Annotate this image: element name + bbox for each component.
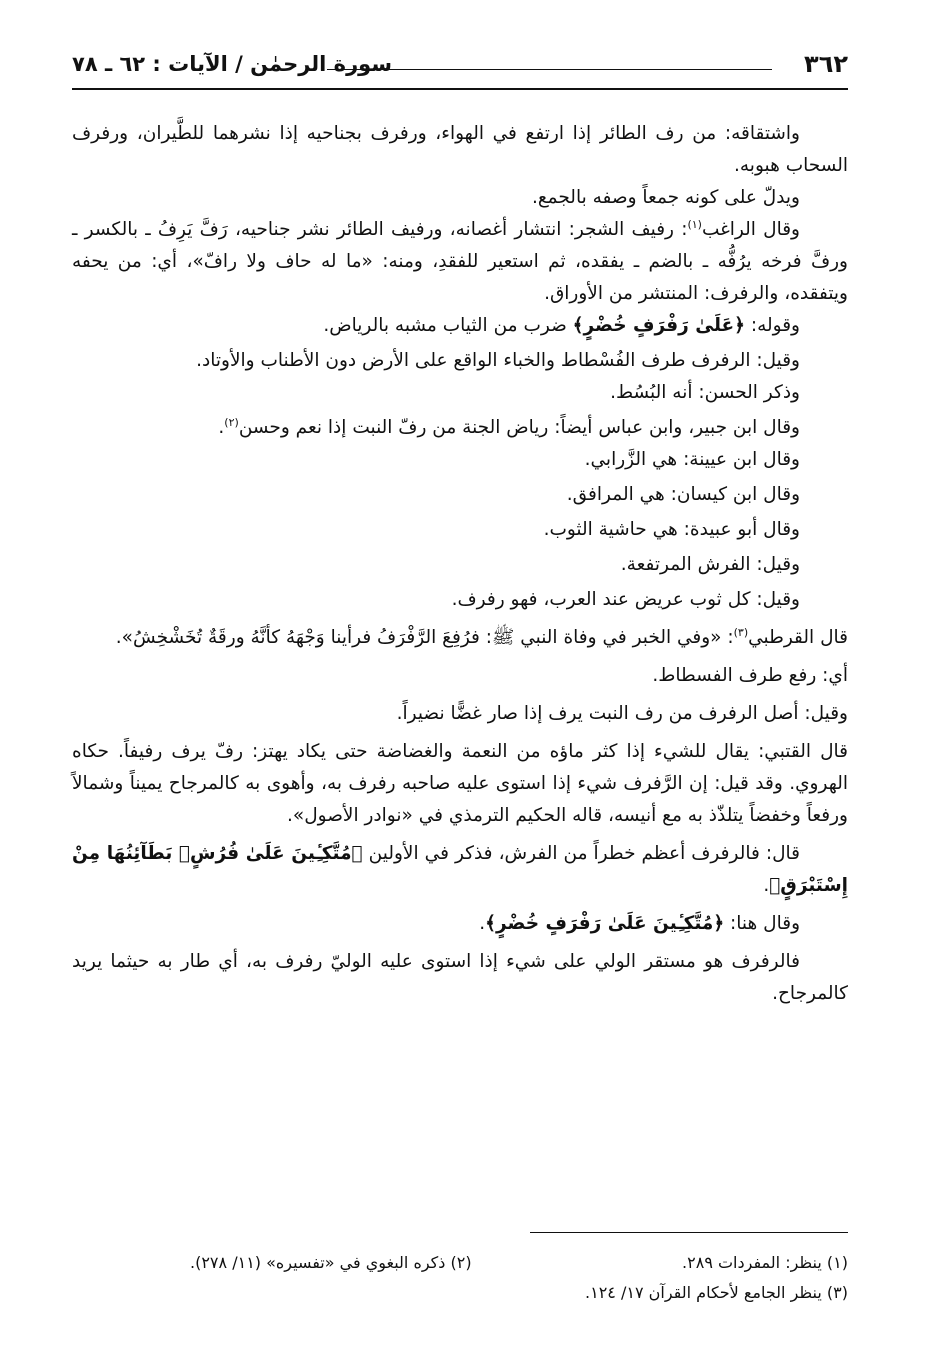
quran-verse: ﴿عَلَىٰ رَفْرَفٍ خُضْرٍ﴾ <box>572 315 745 336</box>
paragraph-text: ضرب من الثياب مشبه بالرياض. <box>323 315 573 336</box>
paragraph: وذكر الحسن: أنه البُسُط. <box>610 382 800 403</box>
footnote-ref: (٣) <box>733 625 749 639</box>
footnote-rule <box>530 1232 848 1233</box>
paragraph: وقيل: الفرش المرتفعة. <box>620 554 800 575</box>
quran-verse: ﴿مُتَّكِـِٔينَ عَلَىٰ فُرُشٍۭ بَطَآئِنُهَا مِنْ إِسْتَبْرَقٍ﴾ <box>72 843 848 896</box>
footnote-2: (٢) ذكره البغوي في «تفسيره» (١١/ ٢٧٨). <box>190 1253 472 1272</box>
footnote-row <box>72 1278 848 1308</box>
running-title: سورة الرحمٰن / الآيات : ٦٢ ـ ٧٨ <box>72 52 392 76</box>
paragraph <box>72 838 848 902</box>
paragraph: وقال ابن كيسان: هي المرافق. <box>566 484 800 505</box>
footnote-1: (١) ينظر: المفردات ٢٨٩. <box>682 1253 848 1272</box>
paragraph <box>72 622 848 654</box>
paragraph <box>72 310 848 342</box>
paragraph <box>72 908 848 940</box>
paragraph: فالرفرف هو مستقر الولي على شيء إذا استوى عليه الوليّ رفرف به، أي طار به حيثما يريد كالمرجاح. <box>72 951 848 1004</box>
book-page <box>72 40 848 1340</box>
paragraph-text: . <box>763 875 770 896</box>
body-text <box>72 118 848 1010</box>
paragraph: وقيل: أصل الرفرف من رف النبت يرف إذا صار غضًّا نضيراً. <box>396 703 848 724</box>
paragraph: ويدلّ على كونه جمعاً وصفه بالجمع. <box>531 187 800 208</box>
footnote-3: (٣) ينظر الجامع لأحكام القرآن ١٧/ ١٢٤. <box>585 1283 848 1302</box>
paragraph-text: قال القرطبي <box>748 627 848 648</box>
paragraph: وقيل: كل ثوب عريض عند العرب، فهو رفرف. <box>451 589 800 610</box>
footnotes <box>72 1248 848 1308</box>
paragraph-text: وقال الراغب <box>701 219 800 240</box>
paragraph-text: . <box>218 417 225 438</box>
paragraph: وقال ابن عيينة: هي الزَّرابي. <box>584 449 800 470</box>
paragraph-text: : «وفي الخبر في وفاة النبي ﷺ: فرُفِعَ الرَّفْرَفُ فرأينا وَجْهَهُ كأنَّهُ ورقَةٌ تُخَشْخِشُ». <box>115 627 734 648</box>
paragraph-text: وقوله: <box>744 315 800 336</box>
paragraph-text: . <box>479 913 486 934</box>
page-header <box>72 40 848 90</box>
quran-verse: ﴿مُتَّكِـِٔينَ عَلَىٰ رَفْرَفٍ خُضْرٍ﴾ <box>485 913 725 934</box>
paragraph <box>72 412 848 444</box>
paragraph-text: وقال هنا: <box>724 913 800 934</box>
paragraph: وقال أبو عبيدة: هي حاشية الثوب. <box>543 519 800 540</box>
footnote-row <box>72 1248 848 1278</box>
paragraph-text: : رفيف الشجر: انتشار أغصانه، ورفيف الطائر نشر جناحيه، رَفَّ يَرِفُ ـ بالكسر ـ ورفَّ فرخه يرُفُّه ـ بالضم ـ يفقده، ثم استعير للفقدِ، ومنه: «ما له حاف ولا رافّ»، أي: من يحفه ويتفقده، والرفرف: المنتشر من الأوراق. <box>72 219 848 304</box>
footnote-ref: (١) <box>687 217 702 231</box>
header-rule <box>327 69 772 70</box>
paragraph: واشتقاقه: من رف الطائر إذا ارتفع في الهواء، ورفرف بجناحيه إذا نشرهما للطَّيران، ورفرف السحاب هبوبه. <box>72 123 848 176</box>
paragraph: أي: رفع طرف الفسطاط. <box>652 665 848 686</box>
paragraph <box>72 214 848 310</box>
paragraph: قال القتبي: يقال للشيء إذا كثر ماؤه من النعمة والغضاضة حتى يكاد يهتز: رفّ يرف رفيفاً. حكاه الهروي. وقد قيل: إن الرَّفرف شيء إذا استوى عليه صاحبه رفرف به، وأهوى به كالمرجاح يميناً وشمالاً ورفعاً وخفضاً يتلذّذ به مع أنيسه، قاله الحكيم الترمذي في «نوادر الأصول». <box>72 741 848 826</box>
page-number: ٣٦٢ <box>804 50 848 78</box>
footnote-ref: (٢) <box>224 415 239 429</box>
paragraph-text: وقال ابن جبير، وابن عباس أيضاً: رياض الجنة من رفّ النبت إذا نعم وحسن <box>238 417 800 438</box>
paragraph-text: قال: فالرفرف أعظم خطراً من الفرش، فذكر في الأولين <box>362 843 801 864</box>
paragraph: وقيل: الرفرف طرف الفُسْطاط والخباء الواقع على الأرض دون الأطناب والأوتاد. <box>196 350 800 371</box>
